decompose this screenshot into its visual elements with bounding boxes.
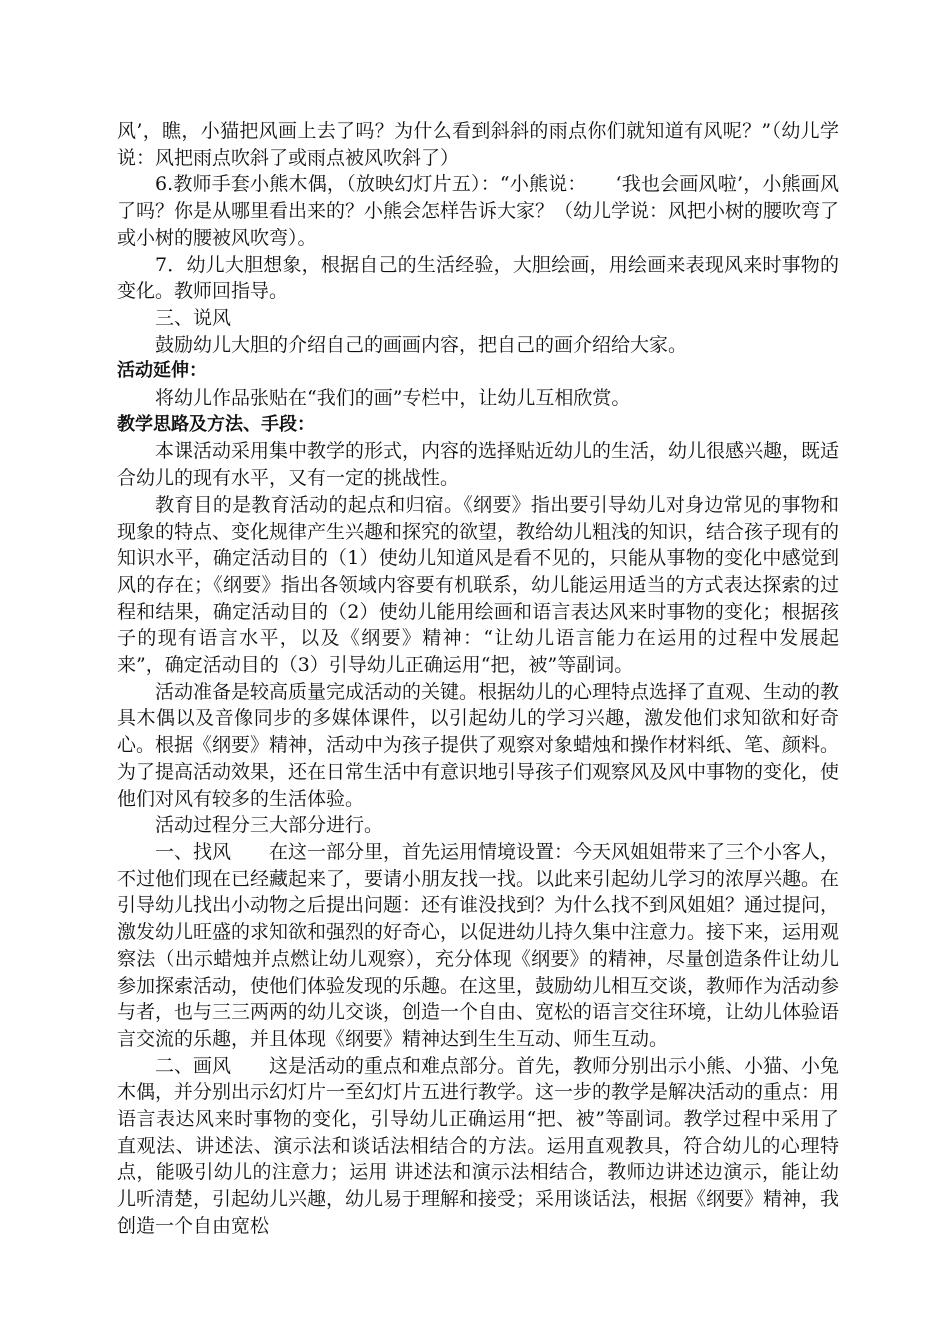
paragraph-draw-wind: 二、画风 这是活动的重点和难点部分。首先，教师分别出示小熊、小猫、小兔木偶，并分别出示幻灯片一至幻灯片五进行教学。这一步的教学是解决活动的重点：用语言表达风来时事物的变化，引导幼儿正确运用“把、被”等副词。教学过程中采用了直观法、讲述法、演示法和谈话法相结合的方法。运用直观教具，符合幼儿的心理特点，能吸引幼儿的注意力；运用 讲述法和演示法相结合，教师边讲述边演示，能让幼儿听清楚，引起幼儿兴趣，幼儿易于理解和接受；采用谈话法，根据《纲要》精神，我创造一个自由宽松 — [117, 1054, 840, 1237]
paragraph-teaching-goals: 教育目的是教育活动的起点和归宿。《纲要》指出要引导幼儿对身边常见的事物和现象的特点、变化规律产生兴趣和探究的欲望，教给幼儿粗浅的知识，结合孩子现有的知识水平，确定活动目的（1）使幼儿知道风是看不见的，只能从事物的变化中感觉到风的存在；《纲要》指出各领域内容要有机联系，幼儿能运用适当的方式表达探索的过程和结果，确定活动目的（2）使幼儿能用绘画和语言表达风来时事物的变化；根据孩子的现有语言水平，以及《纲要》精神：“让幼儿语言能力在运用的过程中发展起来”，确定活动目的（3）引导幼儿正确运用“把，被”等副词。 — [117, 493, 840, 677]
paragraph-find-wind: 一、找风 在这一部分里，首先运用情境设置：今天风姐姐带来了三个小客人，不过他们现在已经藏起来了，要请小朋友找一找。以此来引起幼儿学习的浓厚兴趣。在引导幼儿找出小动物之后提出问题：还有谁没找到？为什么找不到风姐姐？通过提问，激发幼儿旺盛的求知欲和强烈的好奇心，以促进幼儿持久集中注意力。接下来，运用观察法（出示蜡烛并点燃让幼儿观察），充分体现《纲要》的精神，尽量创造条件让幼儿参加探索活动，使他们体验发现的乐趣。在这里，鼓励幼儿相互交谈，教师作为活动参与者，也与三三两两的幼儿交谈，创造一个自由、宽松的语言交往环境，让幼儿体验语言交流的乐趣，并且体现《纲要》精神达到生生互动、师生互动。 — [117, 840, 840, 1050]
paragraph-step-7: 7．幼儿大胆想象，根据自己的生活经验，大胆绘画，用绘画来表现风来时事物的变化。教师回指导。 — [117, 253, 839, 303]
paragraph-speak-wind: 鼓励幼儿大胆的介绍自己的画画内容，把自己的画介绍给大家。 — [155, 333, 688, 356]
paragraph-process-intro: 活动过程分三大部分进行。 — [155, 814, 384, 837]
section-title-speak-wind: 三、说风 — [155, 306, 232, 329]
heading-teaching-approach: 教学思路及方法、手段： — [117, 413, 315, 435]
paragraph-preparation: 活动准备是较高质量完成活动的关键。根据幼儿的心理特点选择了直观、生动的教具木偶以及音像同步的多媒体课件，以引起幼儿的学习兴趣，激发他们求知欲和好奇心。根据《纲要》精神，活动中为孩子提供了观察对象蜡烛和操作材料纸、笔、颜料。为了提高活动效果，还在日常生活中有意识地引导孩子们观察风及风中事物的变化，使他们对风有较多的生活体验。 — [117, 680, 840, 810]
paragraph-step-6: 6.教师手套小熊木偶，（放映幻灯片五）：“小熊说： ‘我也会画风啦’，小熊画风了吗？你是从哪里看出来的？小熊会怎样告诉大家？（幼儿学说：风把小树的腰吹弯了或小树的腰被风吹弯）。 — [117, 173, 840, 249]
paragraph-continuation: 风’，瞧，小猫把风画上去了吗？为什么看到斜斜的雨点你们就知道有风呢？”（幼儿学说：风把雨点吹斜了或雨点被风吹斜了） — [117, 120, 839, 169]
paragraph-activity-extension: 将幼儿作品张贴在“我们的画”专栏中，让幼儿互相欣赏。 — [155, 387, 631, 410]
document-page — [117, 118, 839, 1240]
heading-activity-extension: 活动延伸： — [117, 360, 207, 382]
paragraph-teaching-form: 本课活动采用集中教学的形式，内容的选择贴近幼儿的生活，幼儿很感兴趣，既适合幼儿的现有水平，又有一定的挑战性。 — [117, 440, 840, 490]
